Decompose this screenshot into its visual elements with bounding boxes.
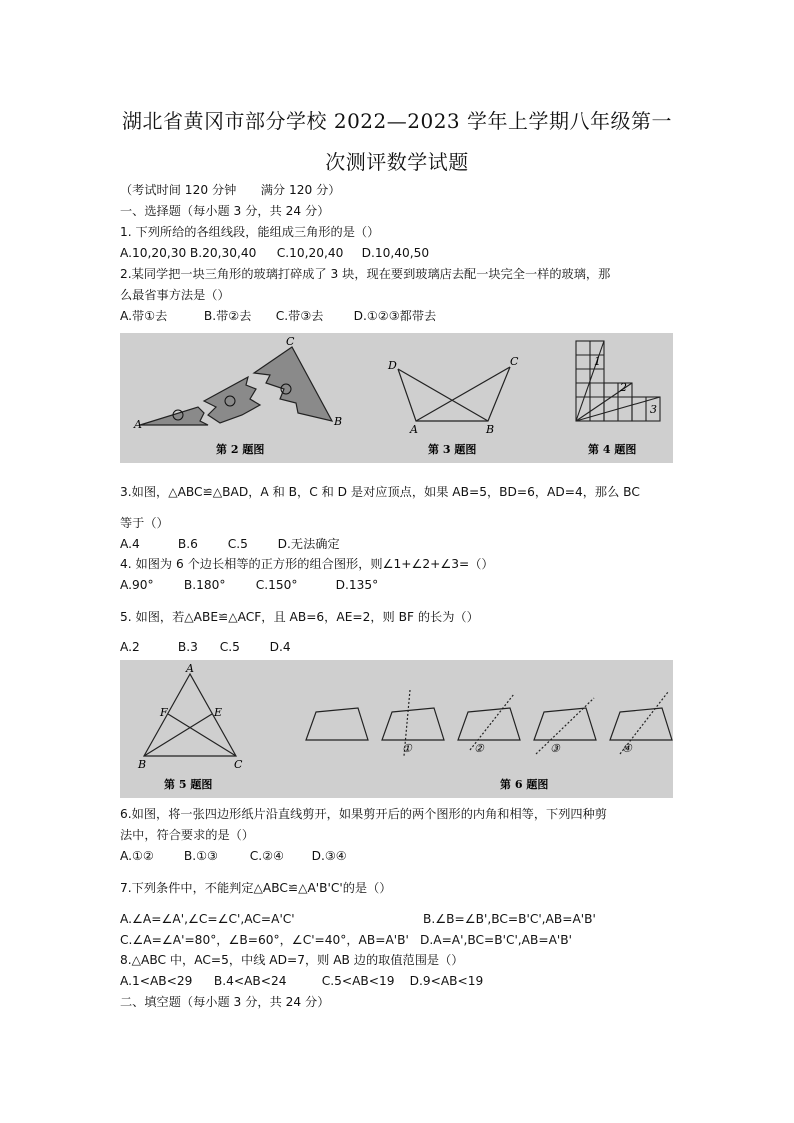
fig2-glass-pieces — [133, 335, 342, 431]
q2-option-b: B.带②去 — [203, 309, 252, 323]
fig2-piece-2 — [204, 377, 260, 423]
q8-option-d: D.9<AB<19 — [409, 974, 484, 988]
fig4-caption: 第 4 题图 — [588, 443, 637, 456]
q3-option-a: A.4 — [120, 537, 140, 551]
fig5-label-a: A — [186, 662, 194, 675]
fig6-label-1: ① — [402, 742, 412, 755]
q8-option-c: C.5<AB<19 — [321, 974, 395, 988]
q1-option-a: A.10,20,30 — [120, 246, 187, 260]
section-2-heading: 二、填空题（每小题 3 分，共 24 分） — [120, 995, 330, 1009]
q4-option-b: B.180° — [183, 578, 226, 592]
q6-option-b: B.①③ — [183, 849, 218, 863]
q7-option-a: A.∠A=∠A',∠C=∠C',AC=A'C' — [120, 912, 295, 926]
q3-line-2: 等于（） — [120, 516, 169, 530]
fig5-label-c: C — [234, 758, 243, 771]
figure-strip-q5-q6 — [120, 660, 673, 798]
q4-option-c: C.150° — [255, 578, 298, 592]
q7-option-b: B.∠B=∠B',BC=B'C',AB=A'B' — [423, 912, 596, 926]
fig3-label-a: A — [410, 423, 418, 436]
title-line-1: 湖北省黄冈市部分学校 2022—2023 学年上学期八年级第一 — [121, 109, 672, 133]
q2-options — [120, 308, 436, 324]
fig2-piece-3 — [254, 347, 332, 421]
fig6-label-2: ② — [474, 742, 484, 755]
fig4-squares — [576, 341, 660, 421]
q6-option-d: D.③④ — [311, 849, 347, 863]
fig2-label-a: A — [134, 418, 142, 431]
q6-option-a: A.①② — [120, 849, 154, 863]
q3-option-c: C.5 — [227, 537, 248, 551]
fig2-piece-1 — [140, 407, 208, 425]
q2-line-1: 2.某同学把一块三角形的玻璃打碎成了 3 块，现在要到玻璃店去配一块完全一样的玻璃，那 — [120, 267, 611, 281]
q7-option-d: D.A=A',BC=B'C',AB=A'B' — [420, 933, 572, 947]
q4-options — [120, 577, 378, 593]
figure-strip-q2-q4 — [120, 333, 673, 463]
fig3-label-d: D — [388, 359, 397, 372]
q5-option-b: B.3 — [177, 640, 198, 654]
fig5-caption: 第 5 题图 — [164, 778, 213, 791]
fig6-caption: 第 6 题图 — [500, 778, 549, 791]
q2-line-2: 么最省事方法是（） — [120, 288, 230, 302]
fig5-label-f: F — [160, 706, 168, 719]
q5-option-c: C.5 — [219, 640, 240, 654]
fig6-label-3: ③ — [550, 742, 560, 755]
q2-option-a: A.带①去 — [120, 309, 168, 323]
q1-option-b: B.20,30,40 — [189, 246, 257, 260]
q6-options — [120, 848, 347, 864]
q4-option-a: A.90° — [120, 578, 154, 592]
fig6-quadrilaterals — [306, 690, 672, 756]
q7-option-c: C.∠A=∠A'=80°，∠B=60°，∠C'=40°，AB=A'B' — [120, 933, 409, 947]
fig5-label-b: B — [138, 758, 147, 771]
section-1-heading: 一、选择题（每小题 3 分，共 24 分） — [120, 204, 330, 218]
fig2-label-c: C — [286, 335, 295, 348]
title-line-2: 次测评数学试题 — [325, 150, 469, 174]
q3-option-d: D.无法确定 — [277, 537, 340, 551]
q8-options — [120, 973, 483, 989]
fig5-label-e: E — [214, 706, 223, 719]
q5-option-d: D.4 — [269, 640, 291, 654]
fig4-label-3: 3 — [650, 403, 657, 416]
fig4-label-1: 1 — [594, 355, 601, 368]
q3-options — [120, 536, 340, 552]
q6-line-2: 法中，符合要求的是（） — [120, 828, 255, 842]
fig2-caption: 第 2 题图 — [216, 443, 265, 456]
q1-option-d: D.10,40,50 — [361, 246, 430, 260]
fig4-label-2: 2 — [620, 381, 627, 394]
q5-option-a: A.2 — [120, 640, 140, 654]
q1-text: 1. 下列所给的各组线段，能组成三角形的是（） — [120, 225, 380, 239]
q8-option-b: B.4<AB<24 — [213, 974, 287, 988]
fig3-caption: 第 3 题图 — [428, 443, 477, 456]
fig6-label-4: ④ — [622, 742, 632, 755]
q2-option-c: C.带③去 — [275, 309, 324, 323]
q6-line-1: 6.如图，将一张四边形纸片沿直线剪开，如果剪开后的两个图形的内角和相等，下列四种剪 — [120, 807, 607, 821]
q3-line-1: 3.如图，△ABC≌△BAD，A 和 B，C 和 D 是对应顶点，如果 AB=5，BD=6，AD=4，那么 BC — [120, 485, 640, 499]
q4-text: 4. 如图为 6 个边长相等的正方形的组合图形，则∠1+∠2+∠3=（） — [120, 557, 494, 571]
q8-text: 8.△ABC 中，AC=5，中线 AD=7，则 AB 边的取值范围是（） — [120, 953, 464, 967]
fig2-label-b: B — [334, 415, 343, 428]
q7-text: 7.下列条件中，不能判定△ABC≌△A'B'C'的是（） — [120, 881, 392, 895]
q6-option-c: C.②④ — [249, 849, 284, 863]
fig3-label-b: B — [486, 423, 495, 436]
q1-options — [120, 245, 429, 261]
fig3-triangles — [398, 367, 510, 421]
q3-option-b: B.6 — [177, 537, 198, 551]
q1-option-c: C.10,20,40 — [276, 246, 344, 260]
q8-option-a: A.1<AB<29 — [120, 974, 193, 988]
exam-info: （考试时间 120 分钟 满分 120 分） — [120, 183, 341, 197]
fig3-label-c: C — [510, 355, 519, 368]
q5-text: 5. 如图，若△ABE≌△ACF，且 AB=6，AE=2，则 BF 的长为（） — [120, 610, 479, 624]
q2-option-d: D.①②③都带去 — [353, 309, 437, 323]
q5-options — [120, 639, 291, 655]
fig5-triangle — [144, 674, 236, 756]
q4-option-d: D.135° — [335, 578, 379, 592]
